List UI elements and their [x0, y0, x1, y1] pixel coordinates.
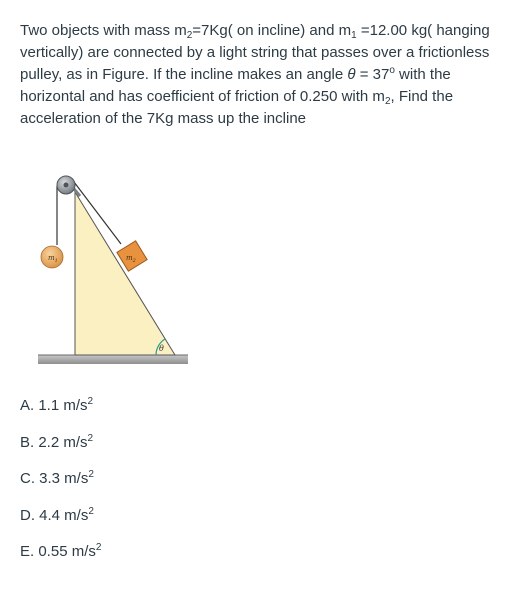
- question-text: Two objects with mass $m_2=7Kg$( on incline) and $m_1 =12.00$ kg( hanging vertically) are connected by a light string that passes over a frictionless pulley, as in Figure. If the incline makes an angle $\theta = 37^o$ with the horizontal and has coefficient of friction of 0.250 with $m_2$, Find the acceleration of the 7Kg mass up the incline: [20, 22, 490, 127]
- m1-label: $m_1$: [48, 254, 58, 264]
- incline-wedge: [75, 192, 175, 355]
- option-b[interactable]: B. 2.2 $m/s^2$: [20, 432, 94, 451]
- answer-options: [20, 396, 101, 579]
- pulley-axle: [64, 183, 69, 188]
- option-e[interactable]: E. 0.55 $m/s^2$: [20, 542, 102, 560]
- incline-pulley-figure: [30, 168, 215, 373]
- option-a[interactable]: A. 1.1 $m/s^2$: [20, 396, 94, 414]
- m2-label: $m_2$: [126, 254, 136, 264]
- theta-label: θ: [159, 344, 164, 353]
- option-d[interactable]: D. 4.4 $m/s^2$: [20, 505, 94, 524]
- ground: [38, 355, 188, 364]
- option-c[interactable]: C. 3.3 $m/s^2$: [20, 469, 94, 487]
